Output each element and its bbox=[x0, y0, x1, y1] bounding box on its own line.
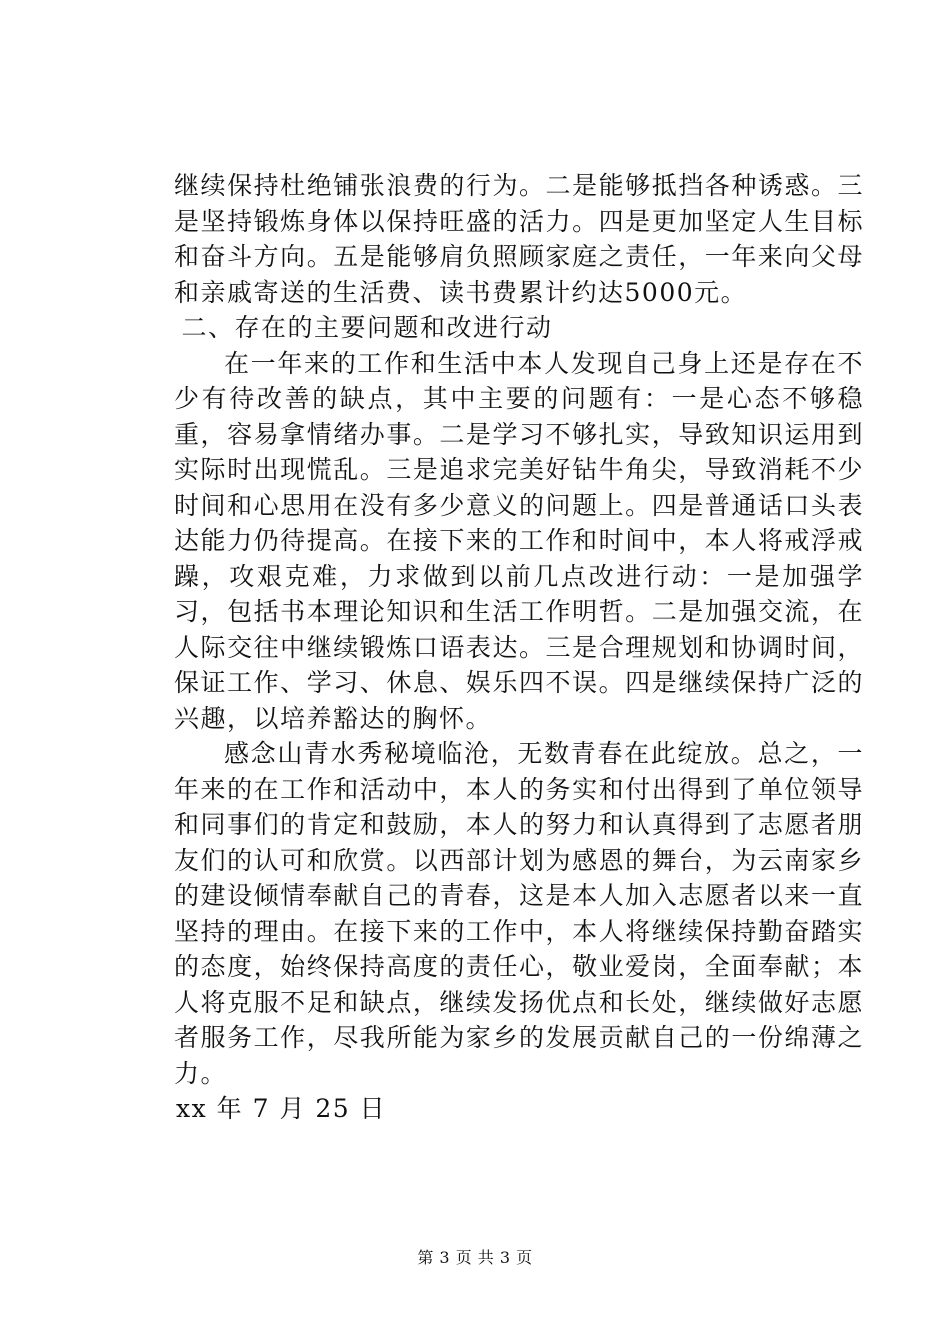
paragraph-problems: 在一年来的工作和生活中本人发现自己身上还是存在不少有待改善的缺点，其中主要的问题有：一是心态不够稳重，容易拿情绪办事。二是学习不够扎实，导致知识运用到实际时出现慌乱。三是追求完美好钻牛角尖，导致消耗不少时间和心思用在没有多少意义的问题上。四是普通话口头表达能力仍待提高。在接下来的工作和时间中，本人将戒浮戒躁，攻艰克难，力求做到以前几点改进行动：一是加强学习，包括书本理论知识和生活工作明哲。二是加强交流，在人际交往中继续锻炼口语表达。三是合理规划和协调时间，保证工作、学习、休息、娱乐四不误。四是继续保持广泛的兴趣，以培养豁达的胸怀。 bbox=[174, 348, 864, 733]
document-body bbox=[174, 168, 864, 1127]
paragraph-conclusion: 感念山青水秀秘境临沧，无数青春在此绽放。总之，一年来的在工作和活动中，本人的务实和付出得到了单位领导和同事们的肯定和鼓励，本人的努力和认真得到了志愿者朋友们的认可和欣赏。以西部计划为感恩的舞台，为云南家乡的建设倾情奉献自己的青春，这是本人加入志愿者以来一直坚持的理由。在接下来的工作中，本人将继续保持勤奋踏实的态度，始终保持高度的责任心，敬业爱岗，全面奉献；本人将克服不足和缺点，继续发扬优点和长处，继续做好志愿者服务工作，尽我所能为家乡的发展贡献自己的一份绵薄之力。 bbox=[174, 739, 864, 1088]
page-footer: 第 3 页 共 3 页 bbox=[417, 1248, 533, 1267]
section-heading: 二、存在的主要问题和改进行动 bbox=[181, 313, 553, 342]
document-date: xx 年 7 月 25 日 bbox=[176, 1094, 387, 1123]
paragraph-continuation: 继续保持杜绝铺张浪费的行为。二是能够抵挡各种诱惑。三是坚持锻炼身体以保持旺盛的活力。四是更加坚定人生目标和奋斗方向。五是能够肩负照顾家庭之责任，一年来向父母和亲戚寄送的生活费、读书费累计约达5000元。 bbox=[174, 171, 864, 307]
